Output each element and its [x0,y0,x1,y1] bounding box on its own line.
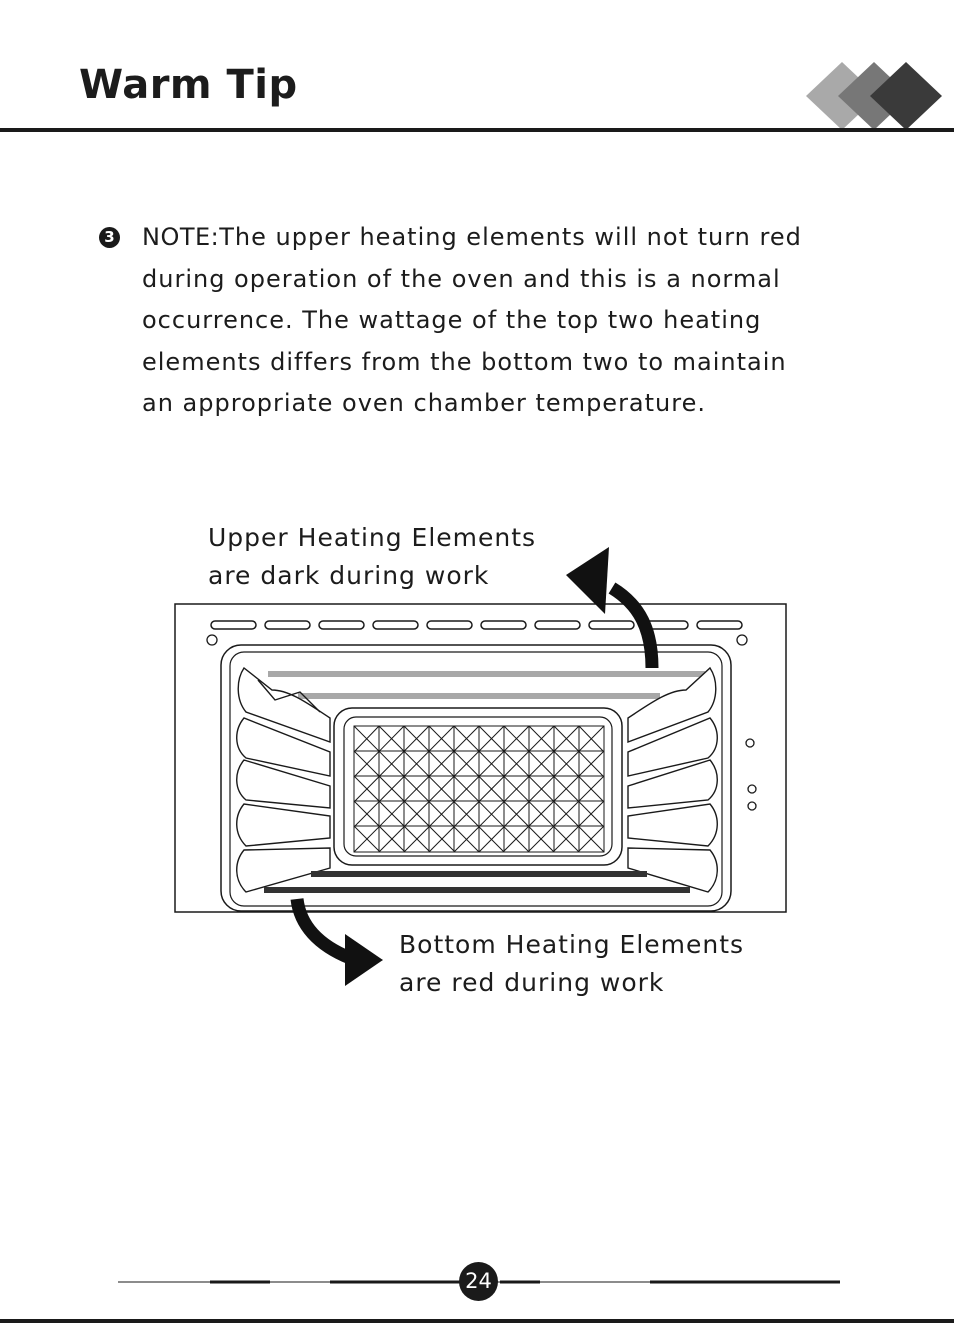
note-line: during operation of the oven and this is a normal [142,264,781,293]
bottom-arrow-head [345,934,383,986]
note-line: elements differs from the bottom two to maintain [142,347,787,376]
header-rule [0,128,954,132]
back-panel-grid [354,726,604,852]
note-line: occurrence. The wattage of the top two heating [142,306,762,334]
caption-line: are dark during work [208,561,490,590]
bottom-elements-caption [399,926,744,1002]
page-title: Warm Tip [79,62,298,108]
caption-line: are red during work [399,968,665,997]
note-line: The upper heating elements will not turn red [219,223,802,251]
note-paragraph [142,217,802,425]
note-line: an appropriate oven chamber temperature. [142,389,706,417]
note-label: NOTE: [142,223,220,251]
note-number-badge: 3 [99,227,120,248]
caption-line: Upper Heating Elements [208,523,537,552]
bottom-rule [0,1319,954,1323]
page-number-badge: 24 [459,1262,498,1301]
caption-line: Bottom Heating Elements [399,930,745,959]
header-diamonds-decoration [800,56,950,136]
